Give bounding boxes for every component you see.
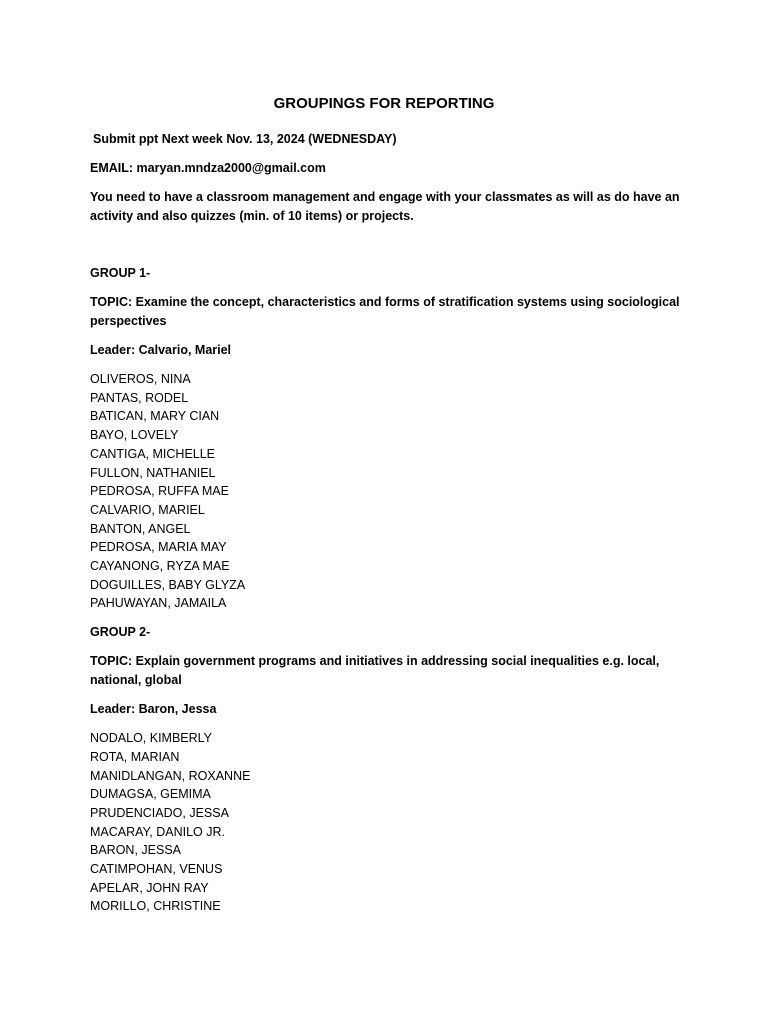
member-name: CALVARIO, MARIEL xyxy=(90,502,205,517)
member-name: MACARAY, DANILO JR. xyxy=(90,824,225,839)
group-leader: Leader: Calvario, Mariel xyxy=(90,343,232,357)
document-title: GROUPINGS FOR REPORTING xyxy=(273,95,495,112)
member-name: PEDROSA, MARIA MAY xyxy=(90,540,227,555)
group-section xyxy=(90,264,680,613)
member-name: ROTA, MARIAN xyxy=(90,749,180,764)
member-name: BATICAN, MARY CIAN xyxy=(90,409,220,424)
member-name: MANIDLANGAN, ROXANNE xyxy=(90,768,251,783)
member-name: CAYANONG, RYZA MAE xyxy=(90,559,230,574)
member-name: BANTON, ANGEL xyxy=(90,521,191,536)
blank-line xyxy=(90,236,680,264)
member-name: PEDROSA, RUFFA MAE xyxy=(90,484,229,499)
member-name: BAYO, LOVELY xyxy=(90,428,179,443)
document-page xyxy=(90,94,680,926)
member-name: FULLON, NATHANIEL xyxy=(90,465,216,480)
member-name: DUMAGSA, GEMIMA xyxy=(90,787,211,802)
member-name: DOGUILLES, BABY GLYZA xyxy=(90,577,246,592)
group-heading: GROUP 1- xyxy=(90,266,151,280)
member-name: BARON, JESSA xyxy=(90,843,181,858)
member-name: NODALO, KIMBERLY xyxy=(90,731,213,746)
submit-note: Submit ppt Next week Nov. 13, 2024 (WEDNESDAY) xyxy=(93,132,397,146)
member-name: PAHUWAYAN, JAMAILA xyxy=(90,596,227,611)
member-name: MORILLO, CHRISTINE xyxy=(90,899,221,914)
member-name: OLIVEROS, NINA xyxy=(90,372,191,386)
member-list xyxy=(90,370,680,613)
group-heading: GROUP 2- xyxy=(90,625,151,640)
member-list xyxy=(90,729,680,916)
member-name: CANTIGA, MICHELLE xyxy=(90,446,216,461)
member-name: APELAR, JOHN RAY xyxy=(90,880,209,895)
member-name: PRUDENCIADO, JESSA xyxy=(90,805,229,820)
group-leader: Leader: Baron, Jessa xyxy=(90,702,217,717)
instructions-paragraph: You need to have a classroom management and engage with your classmates as will as do have an activity and also quizzes (min. of 10 items) or projects. xyxy=(90,190,680,223)
member-name: CATIMPOHAN, VENUS xyxy=(90,862,223,877)
email-line: EMAIL: maryan.mndza2000@gmail.com xyxy=(90,161,326,175)
group-topic: TOPIC: Explain government programs and initiatives in addressing social inequalities e.g. local, national, global xyxy=(90,654,660,688)
member-name: PANTAS, RODEL xyxy=(90,390,189,405)
group-topic: TOPIC: Examine the concept, characteristics and forms of stratification systems using sociological perspectives xyxy=(90,295,680,328)
group-section xyxy=(90,623,680,916)
